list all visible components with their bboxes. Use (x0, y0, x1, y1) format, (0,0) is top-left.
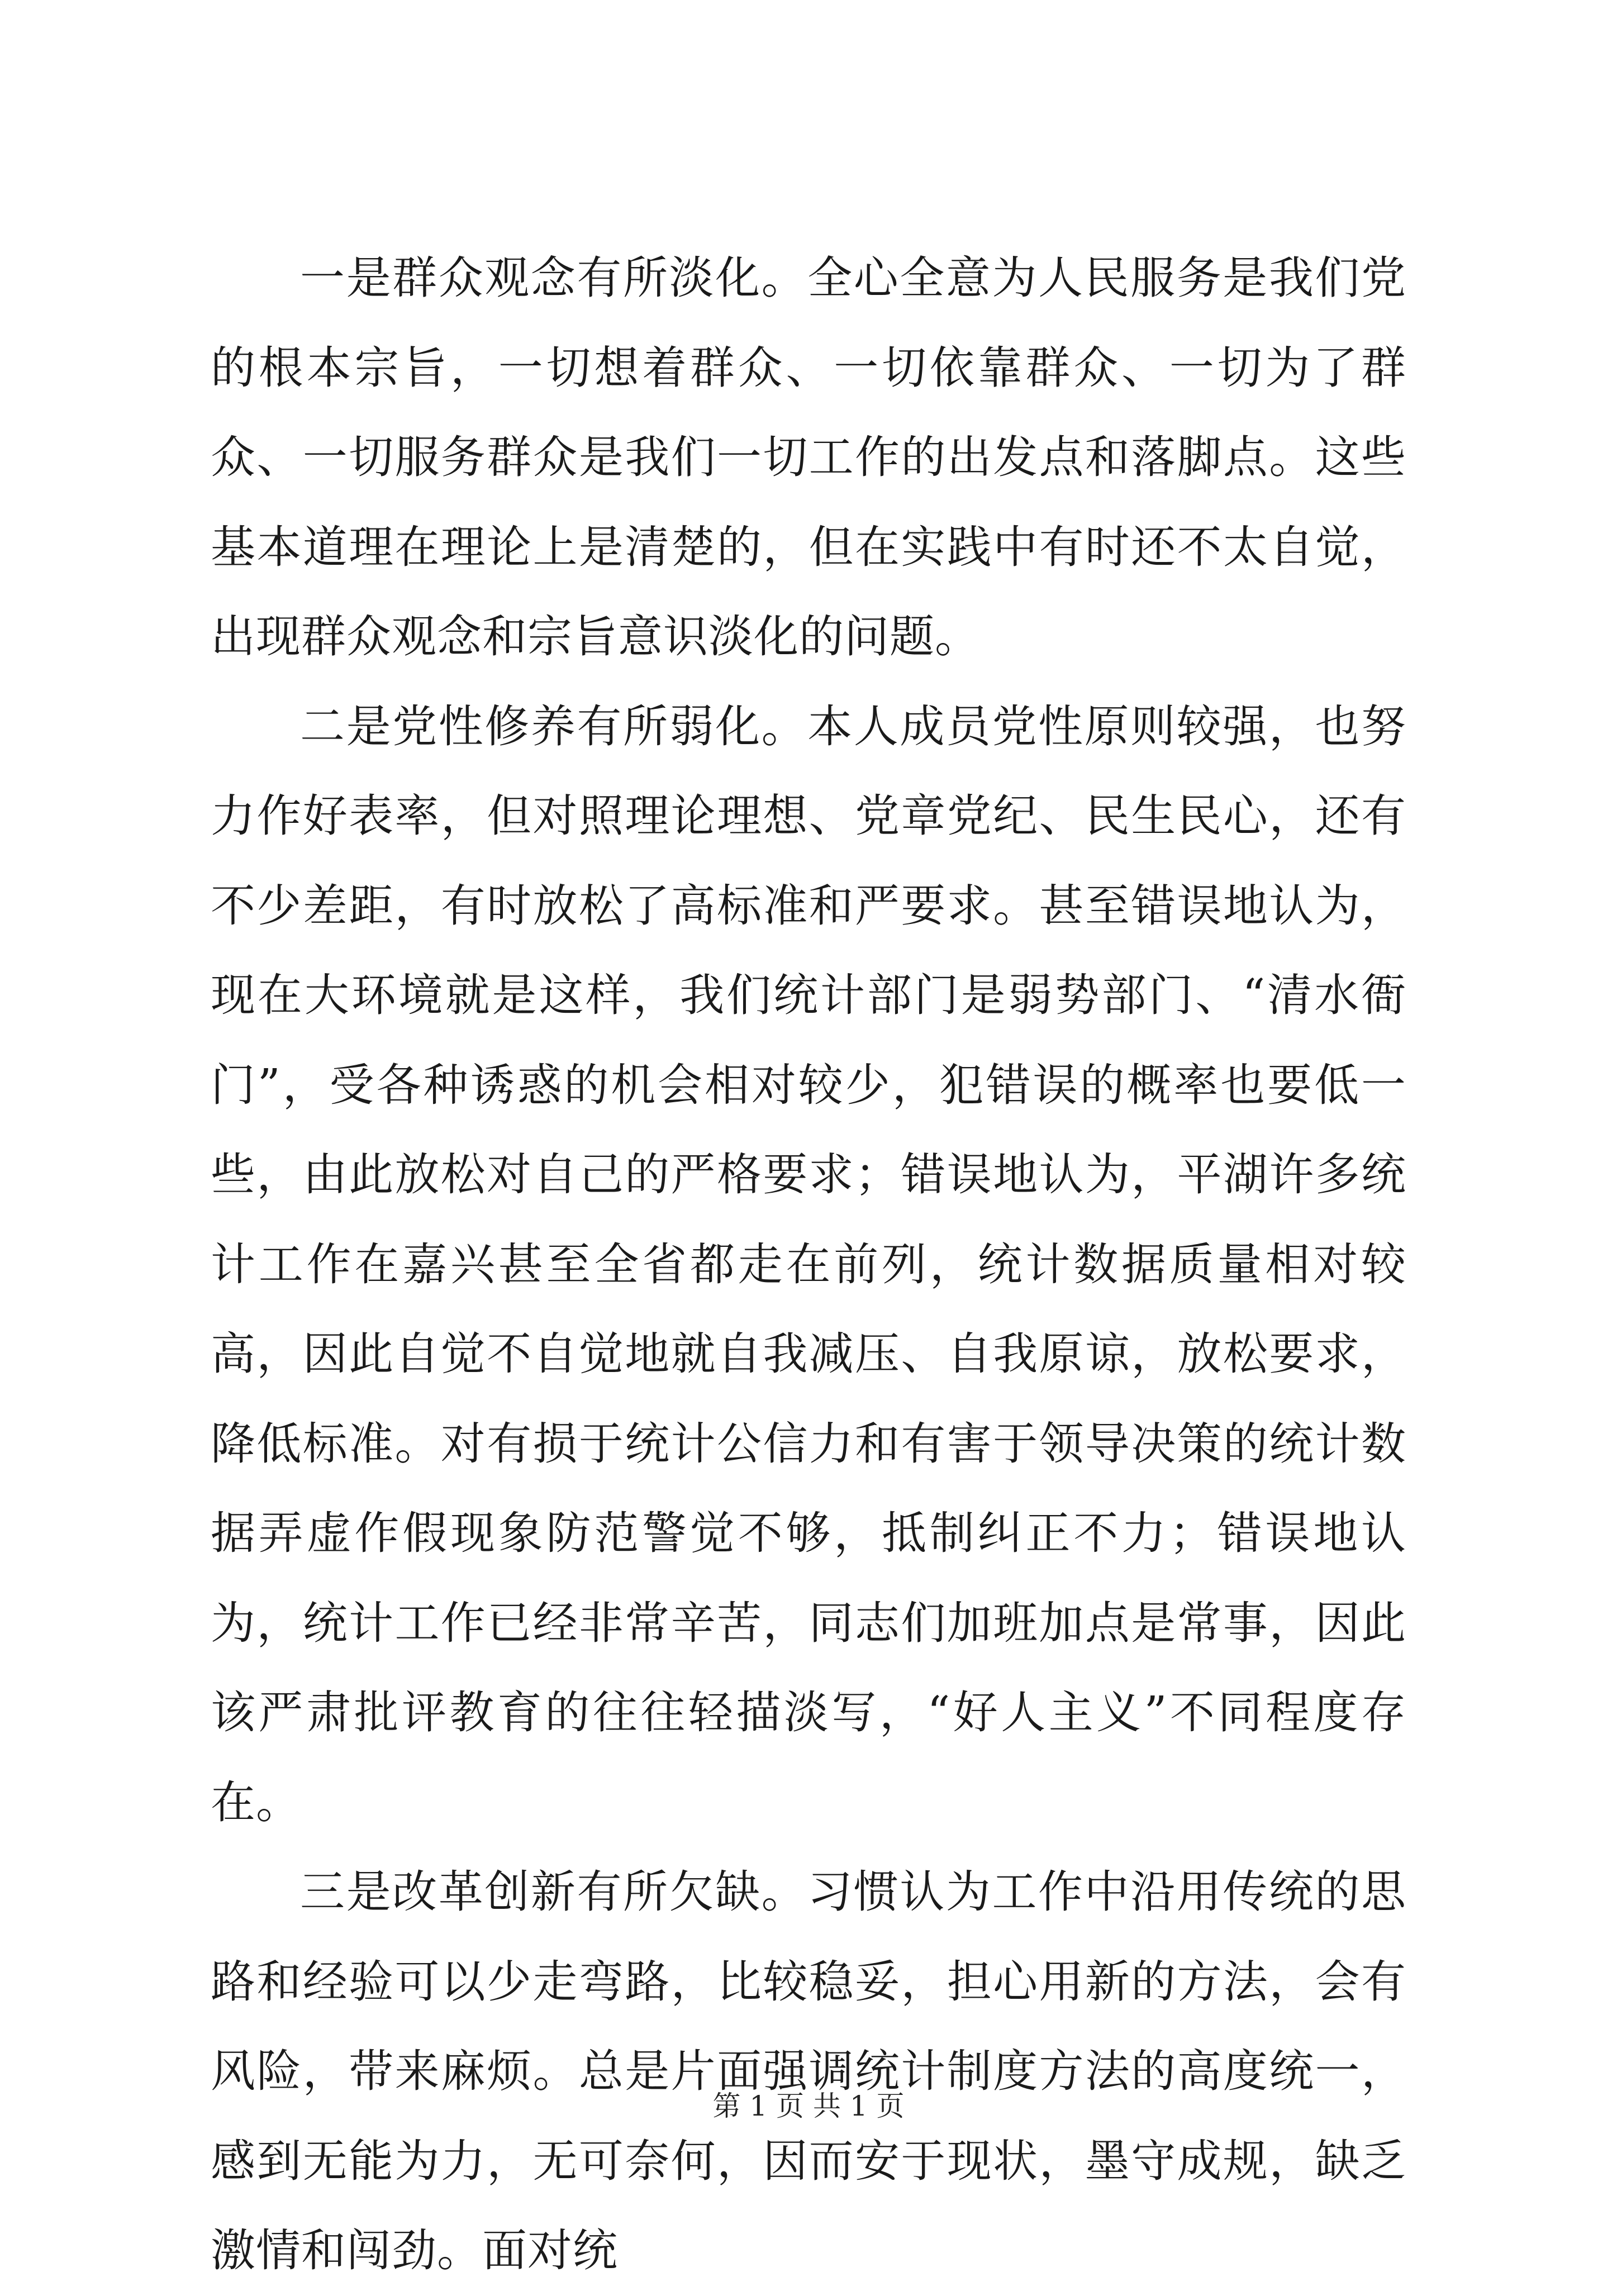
paragraph-1: 一是群众观念有所淡化。全心全意为人民服务是我们党的根本宗旨，一切想着群众、一切依靠群众、一切为了群众、一切服务群众是我们一切工作的出发点和落脚点。这些基本道理在理论上是清楚的，但在实践中有时还不太自觉，出现群众观念和宗旨意识淡化的问题。 (211, 252, 1406, 663)
page-footer: 第 1 页 共 1 页 (712, 2090, 905, 2122)
document-body (211, 234, 1406, 2296)
paragraph-2: 二是党性修养有所弱化。本人成员党性原则较强，也努力作好表率，但对照理论理想、党章党纪、民生民心，还有不少差距，有时放松了高标准和严要求。甚至错误地认为，现在大环境就是这样，我们统计部门是弱势部门、“清水衙门”，受各种诱惑的机会相对较少，犯错误的概率也要低一些，由此放松对自己的严格要求；错误地认为，平湖许多统计工作在嘉兴甚至全省都走在前列，统计数据质量相对较高，因此自觉不自觉地就自我减压、自我原谅，放松要求，降低标准。对有损于统计公信力和有害于领导决策的统计数据弄虚作假现象防范警觉不够，抵制纠正不力；错误地认为，统计工作已经非常辛苦，同志们加班加点是常事，因此该严肃批评教育的往往轻描淡写，“好人主义”不同程度存在。 (211, 700, 1406, 1828)
paragraph-3: 三是改革创新有所欠缺。习惯认为工作中沿用传统的思路和经验可以少走弯路，比较稳妥，担心用新的方法，会有风险，带来麻烦。总是片面强调统计制度方法的高度统一，感到无能为力，无可奈何，因而安于现状，墨守成规，缺乏激情和闯劲。面对统 (211, 1866, 1406, 2276)
